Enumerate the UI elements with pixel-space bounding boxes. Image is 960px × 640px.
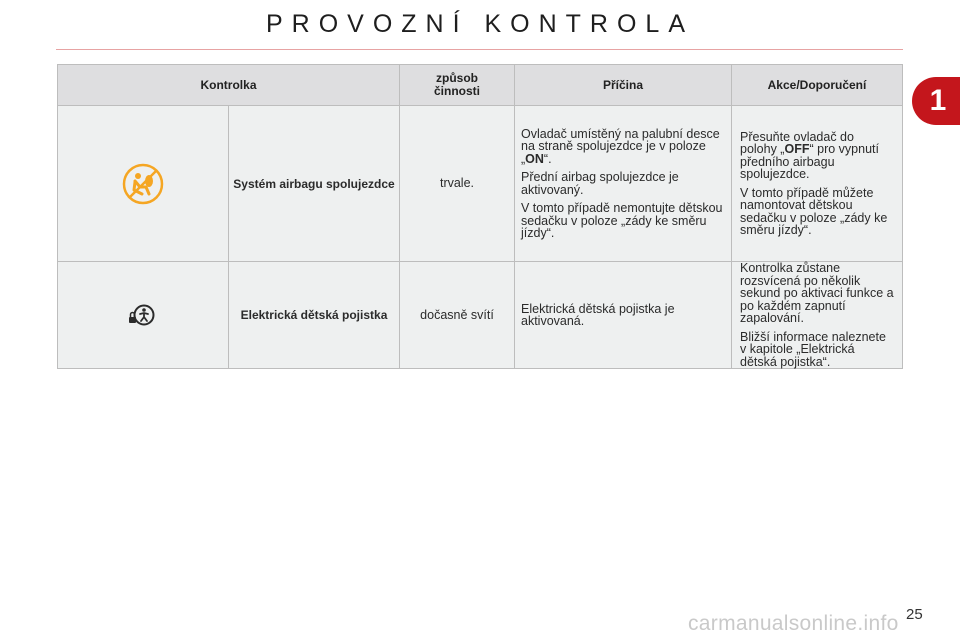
page-number: 25 [906,606,923,623]
cause-text [515,262,732,369]
off-label: OFF [784,142,810,156]
passenger-airbag-off-icon [122,163,164,205]
action-text-part: “ pro vypnutí předního airbagu spolujezdce. [740,142,879,181]
mode-text: dočasně svítí [400,262,515,369]
action-text [732,106,903,262]
action-paragraph: V tomto případě můžete namontovat dětskou sedačku v poloze „zády ke směru jízdy“. [740,185,888,237]
watermark: carmanualsonline.info [688,612,899,635]
cause-paragraph: V tomto případě nemontujte dětskou sedačku v poloze „zády ke směru jízdy“. [521,201,723,240]
table-header-row [58,65,903,106]
cause-paragraph: Elektrická dětská pojistka je aktivovaná. [521,301,675,328]
action-paragraph: Kontrolka zůstane rozsvícená po několik sekund po aktivaci funkce a po každém zapnutí zapalování. [740,261,894,325]
cause-text [515,106,732,262]
header-kontrolka: Kontrolka [58,65,400,106]
action-paragraph [740,131,894,181]
mode-text: trvale. [400,106,515,262]
cause-paragraph [521,128,725,166]
header-zpusob-cinnosti: způsob činnosti [400,65,515,106]
warning-lights-table [57,64,903,369]
header-akce-doporuceni: Akce/Doporučení [732,65,903,106]
cause-paragraph: Přední airbag spolujezdce je aktivovaný. [521,170,679,197]
kontrolka-name: Systém airbagu spolujezdce [229,106,400,262]
action-text [732,262,903,369]
page-title: PROVOZNÍ KONTROLA [265,10,695,38]
chapter-tab[interactable]: 1 [912,77,960,125]
action-paragraph: Bližší informace naleznete v kapitole „Elektrická dětská pojistka“. [740,329,886,369]
title-divider [56,49,903,50]
on-label: ON [525,151,544,166]
kontrolka-name: Elektrická dětská pojistka [229,262,400,369]
icon-cell [58,106,229,262]
cause-text-part: “. [543,151,552,166]
electric-child-lock-icon [123,295,163,335]
table-row-airbag [58,106,903,262]
cause-text-part: Ovladač umístěný na palubní desce na straně spolujezdce je v poloze „ [521,126,720,166]
table-row-child-lock [58,262,903,369]
action-text-part: Přesuňte ovladač do polohy „ [740,129,854,156]
header-pricina: Příčina [515,65,732,106]
icon-cell [58,262,229,369]
